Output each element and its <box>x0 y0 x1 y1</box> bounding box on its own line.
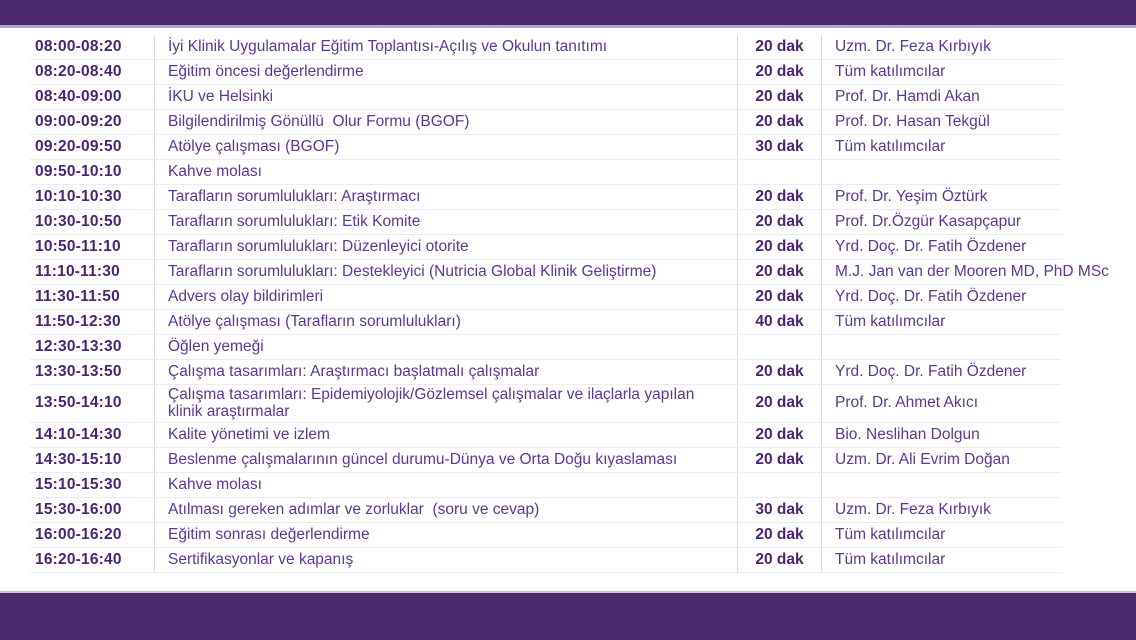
schedule-row <box>30 185 1062 210</box>
session-time: 14:30-15:10 <box>30 448 155 472</box>
session-title: Tarafların sorumlulukları: Düzenleyici otorite <box>155 235 738 259</box>
session-title: Kalite yönetimi ve izlem <box>155 423 738 447</box>
schedule-row <box>30 135 1062 160</box>
session-duration: 20 dak <box>738 548 822 572</box>
session-time: 09:00-09:20 <box>30 110 155 134</box>
session-title: Bilgilendirilmiş Gönüllü Olur Formu (BGOF) <box>155 110 738 134</box>
session-title: Tarafların sorumlulukları: Araştırmacı <box>155 185 738 209</box>
session-time: 10:30-10:50 <box>30 210 155 234</box>
session-time: 13:30-13:50 <box>30 360 155 384</box>
schedule-row <box>30 160 1062 185</box>
session-duration: 20 dak <box>738 110 822 134</box>
schedule-row <box>30 335 1062 360</box>
session-title: İKU ve Helsinki <box>155 85 738 109</box>
session-title: Kahve molası <box>155 473 738 497</box>
session-duration: 20 dak <box>738 385 822 422</box>
session-speaker: Tüm katılımcılar <box>835 551 946 569</box>
session-speaker: Prof. Dr. Yeşim Öztürk <box>835 187 988 205</box>
schedule-row <box>30 285 1062 310</box>
session-speaker: Tüm katılımcılar <box>835 312 946 330</box>
session-duration: 20 dak <box>738 235 822 259</box>
schedule-row <box>30 548 1062 573</box>
session-speaker: Yrd. Doç. Dr. Fatih Özdener <box>835 362 1027 380</box>
session-title: Çalışma tasarımları: Epidemiyolojik/Gözlemsel çalışmalar ve ilaçlarla yapılan klinik araştırmalar <box>155 385 738 422</box>
session-title: Sertifikasyonlar ve kapanış <box>155 548 738 572</box>
session-time: 15:30-16:00 <box>30 498 155 522</box>
session-speaker: Prof. Dr. Hamdi Akan <box>835 87 980 105</box>
session-duration: 20 dak <box>738 423 822 447</box>
session-speaker: Uzm. Dr. Feza Kırbıyık <box>835 501 991 519</box>
session-speaker: M.J. Jan van der Mooren MD, PhD MSc <box>835 262 1109 280</box>
top-banner <box>0 0 1136 28</box>
session-duration: 30 dak <box>738 135 822 159</box>
bottom-banner <box>0 591 1136 640</box>
session-title: Atölye çalışması (BGOF) <box>155 135 738 159</box>
session-speaker: Uzm. Dr. Feza Kırbıyık <box>835 37 991 55</box>
session-duration: 40 dak <box>738 310 822 334</box>
schedule-row <box>30 85 1062 110</box>
session-duration: 20 dak <box>738 210 822 234</box>
session-time: 11:50-12:30 <box>30 310 155 334</box>
schedule-row <box>30 523 1062 548</box>
session-duration: 20 dak <box>738 285 822 309</box>
session-time: 16:20-16:40 <box>30 548 155 572</box>
session-speaker: Yrd. Doç. Dr. Fatih Özdener <box>835 287 1027 305</box>
session-time: 14:10-14:30 <box>30 423 155 447</box>
session-duration: 20 dak <box>738 35 822 59</box>
session-time: 09:20-09:50 <box>30 135 155 159</box>
session-title: Eğitim sonrası değerlendirme <box>155 523 738 547</box>
session-time: 16:00-16:20 <box>30 523 155 547</box>
schedule-row <box>30 60 1062 85</box>
session-title: Atılması gereken adımlar ve zorluklar (soru ve cevap) <box>155 498 738 522</box>
session-duration: 20 dak <box>738 260 822 284</box>
session-time: 08:20-08:40 <box>30 60 155 84</box>
session-time: 09:50-10:10 <box>30 160 155 184</box>
session-title: Advers olay bildirimleri <box>155 285 738 309</box>
schedule-row <box>30 448 1062 473</box>
session-title: Öğlen yemeği <box>155 335 738 359</box>
session-duration: 20 dak <box>738 523 822 547</box>
schedule-row <box>30 310 1062 335</box>
session-title: Atölye çalışması (Tarafların sorumlulukları) <box>155 310 738 334</box>
session-duration: 20 dak <box>738 360 822 384</box>
schedule-table <box>30 35 1109 573</box>
session-title: Tarafların sorumlulukları: Destekleyici (Nutricia Global Klinik Geliştirme) <box>155 260 738 284</box>
session-speaker: Yrd. Doç. Dr. Fatih Özdener <box>835 237 1027 255</box>
session-time: 15:10-15:30 <box>30 473 155 497</box>
session-duration <box>738 473 822 497</box>
session-speaker: Uzm. Dr. Ali Evrim Doğan <box>835 451 1010 469</box>
session-time: 13:50-14:10 <box>30 385 155 422</box>
session-duration: 20 dak <box>738 60 822 84</box>
session-time: 11:10-11:30 <box>30 260 155 284</box>
schedule-row <box>30 360 1062 385</box>
session-speaker <box>822 160 1062 184</box>
session-speaker: Tüm katılımcılar <box>835 137 946 155</box>
session-title: Tarafların sorumlulukları: Etik Komite <box>155 210 738 234</box>
session-speaker: Tüm katılımcılar <box>835 62 946 80</box>
schedule-row <box>30 498 1062 523</box>
session-duration <box>738 160 822 184</box>
session-title: İyi Klinik Uygulamalar Eğitim Toplantısı-Açılış ve Okulun tanıtımı <box>155 35 738 59</box>
session-time: 08:00-08:20 <box>30 35 155 59</box>
session-speaker: Prof. Dr. Ahmet Akıcı <box>835 394 978 412</box>
session-duration <box>738 335 822 359</box>
session-speaker: Prof. Dr.Özgür Kasapçapur <box>835 212 1022 230</box>
schedule-row <box>30 473 1062 498</box>
session-title: Çalışma tasarımları: Araştırmacı başlatmalı çalışmalar <box>155 360 738 384</box>
schedule-row <box>30 235 1062 260</box>
schedule-row <box>30 110 1062 135</box>
session-time: 08:40-09:00 <box>30 85 155 109</box>
session-duration: 20 dak <box>738 185 822 209</box>
session-title: Beslenme çalışmalarının güncel durumu-Dünya ve Orta Doğu kıyaslaması <box>155 448 738 472</box>
session-duration: 30 dak <box>738 498 822 522</box>
session-speaker: Tüm katılımcılar <box>835 526 946 544</box>
session-speaker <box>822 473 1062 497</box>
schedule-row <box>30 385 1062 423</box>
session-time: 12:30-13:30 <box>30 335 155 359</box>
session-speaker: Prof. Dr. Hasan Tekgül <box>835 112 990 130</box>
session-time: 11:30-11:50 <box>30 285 155 309</box>
schedule-row <box>30 260 1109 285</box>
schedule-row <box>30 35 1062 60</box>
session-speaker <box>822 335 1062 359</box>
session-title: Kahve molası <box>155 160 738 184</box>
session-speaker: Bio. Neslihan Dolgun <box>835 426 980 444</box>
session-time: 10:50-11:10 <box>30 235 155 259</box>
schedule-row <box>30 210 1062 235</box>
session-duration: 20 dak <box>738 85 822 109</box>
session-title: Eğitim öncesi değerlendirme <box>155 60 738 84</box>
schedule-row <box>30 423 1062 448</box>
session-time: 10:10-10:30 <box>30 185 155 209</box>
session-duration: 20 dak <box>738 448 822 472</box>
